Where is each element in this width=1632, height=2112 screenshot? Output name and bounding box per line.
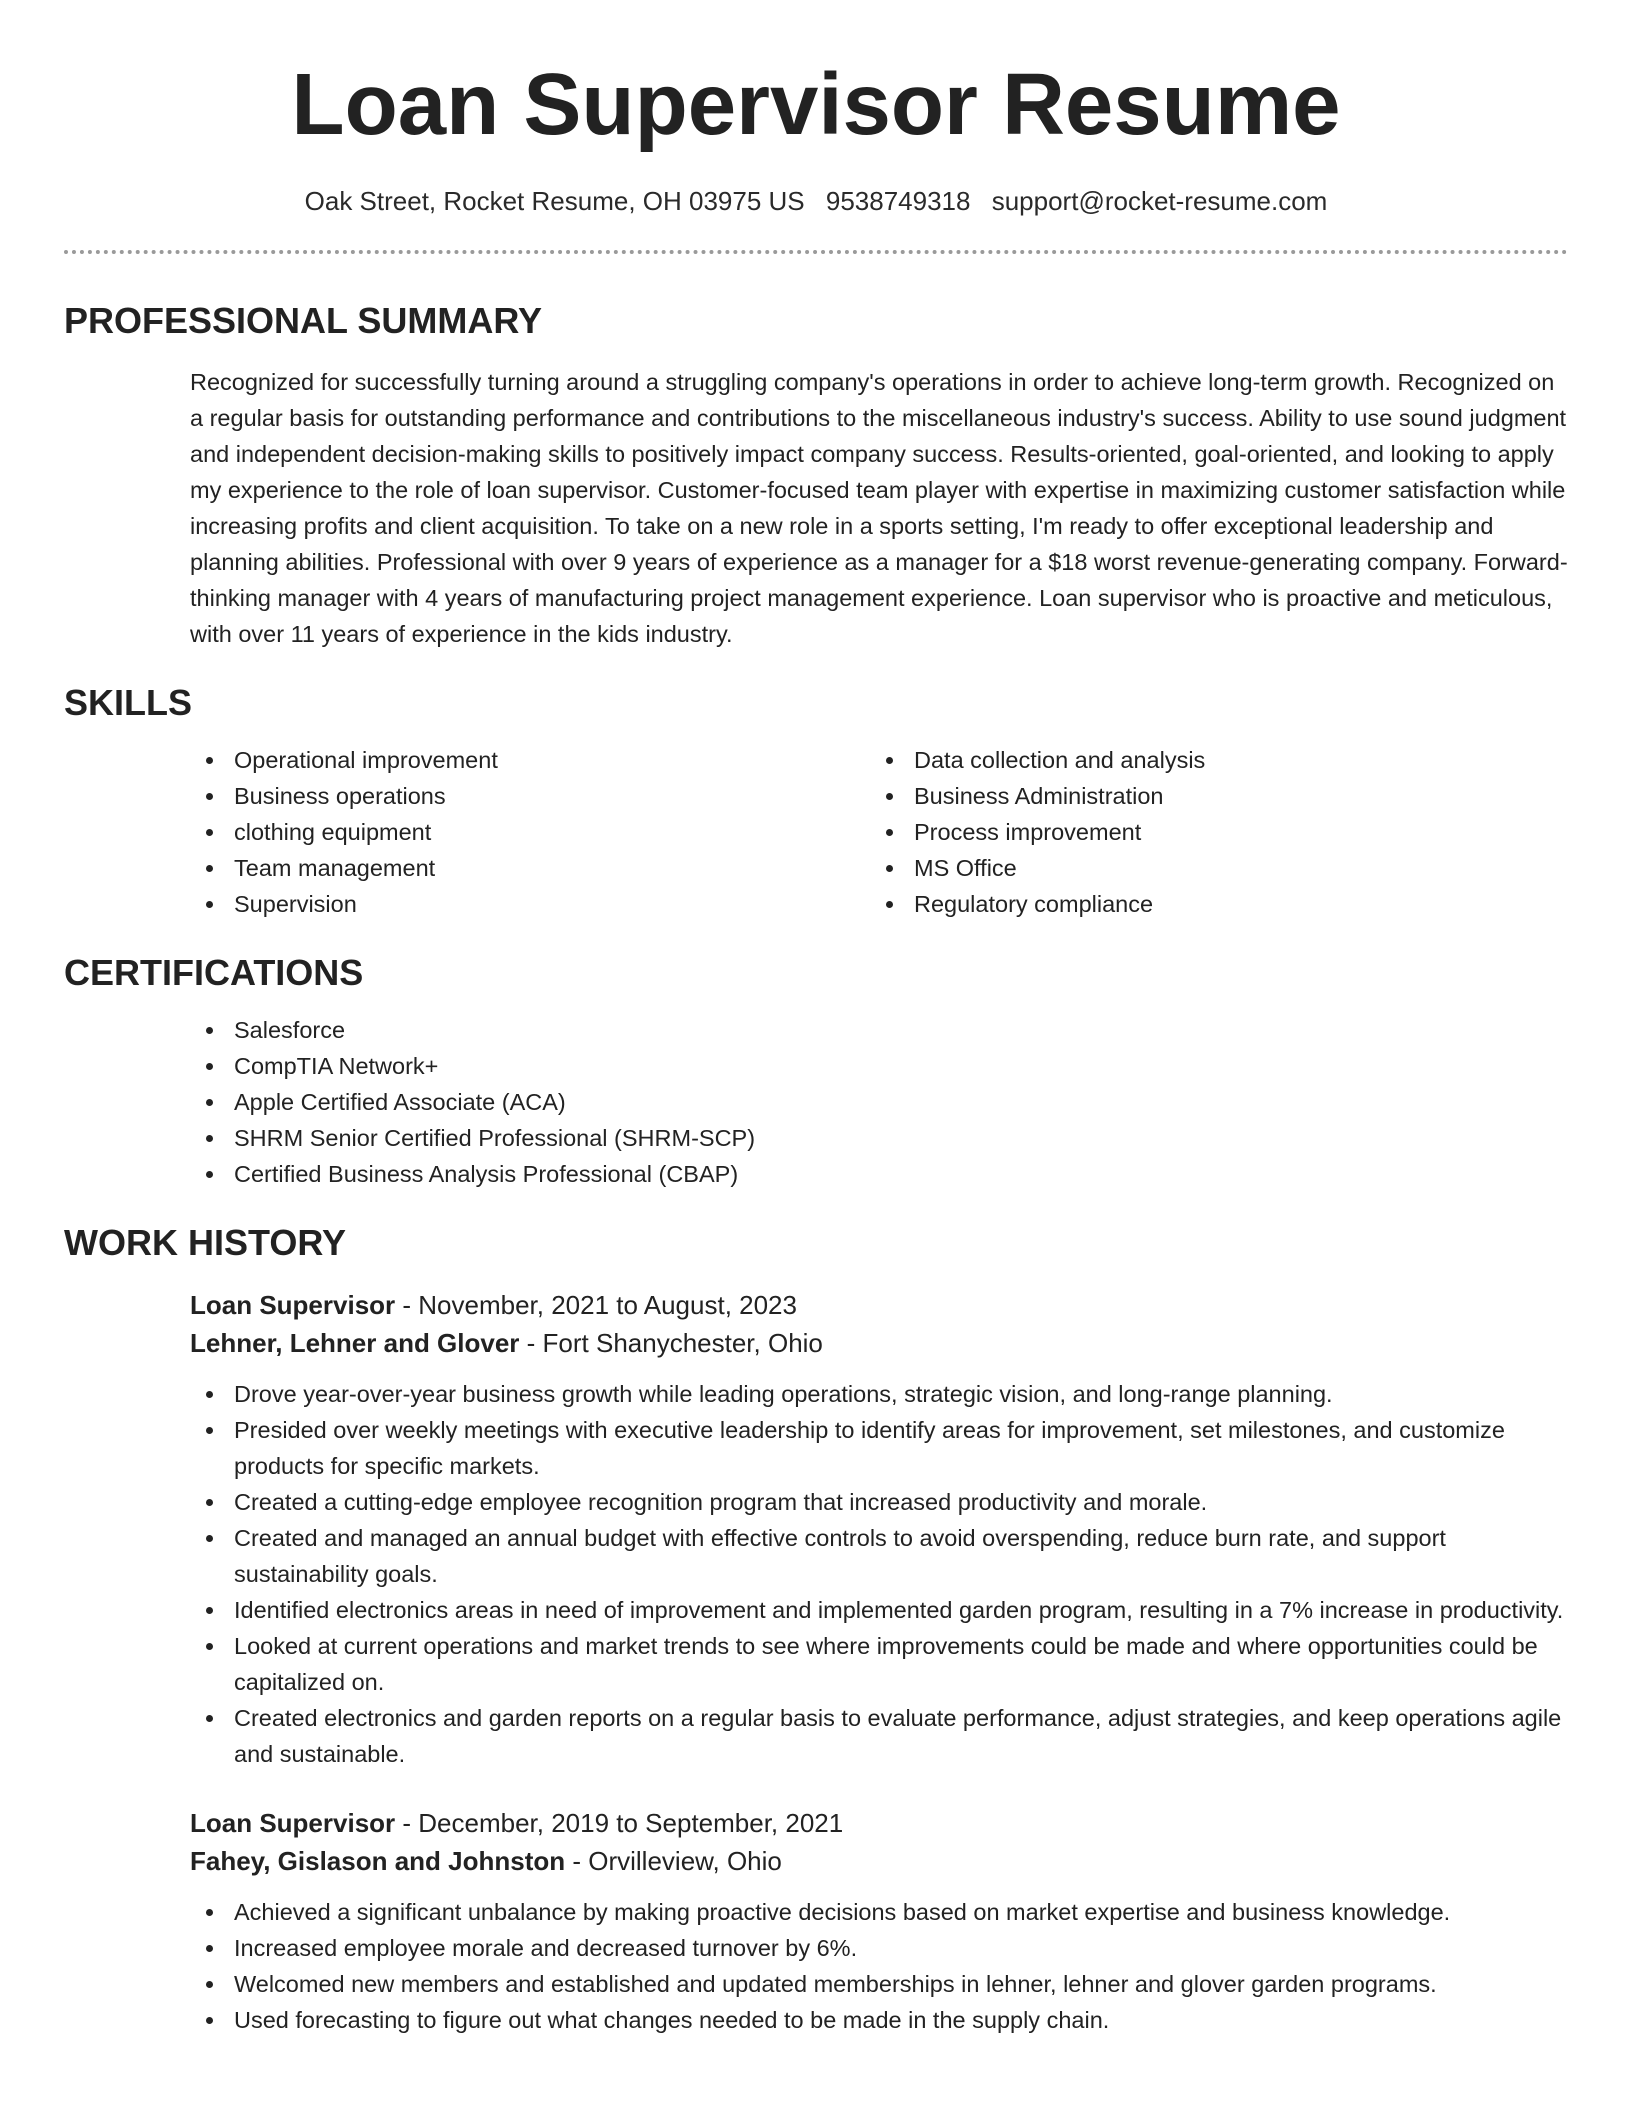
certification-item: Apple Certified Associate (ACA) [190, 1084, 1568, 1120]
skill-item: Team management [190, 850, 870, 886]
job-dates: - December, 2019 to September, 2021 [395, 1808, 844, 1838]
job-title-line [190, 1286, 1568, 1324]
job-bullet: Created electronics and garden reports on a regular basis to evaluate performance, adjust strategies, and keep operations agile and sustainable. [190, 1700, 1568, 1772]
certifications-section [64, 952, 1568, 1192]
contact-email: support@rocket-resume.com [991, 186, 1328, 216]
job-entry [190, 1286, 1568, 1772]
job-bullet: Achieved a significant unbalance by making proactive decisions based on market expertise and business knowledge. [190, 1894, 1568, 1930]
job-title-line [190, 1804, 1568, 1842]
skill-item: Process improvement [870, 814, 1568, 850]
resume-title: Loan Supervisor Resume [291, 56, 1341, 153]
skill-item: Business operations [190, 778, 870, 814]
skills-list-left [190, 742, 870, 922]
summary-heading: PROFESSIONAL SUMMARY [64, 300, 543, 341]
job-company-line [190, 1842, 1568, 1880]
job-location: - Fort Shanychester, Ohio [519, 1328, 823, 1358]
summary-section [64, 300, 1568, 652]
contact-address: Oak Street, Rocket Resume, OH 03975 US [304, 186, 805, 216]
job-bullet-list [190, 1894, 1568, 2038]
certification-item: SHRM Senior Certified Professional (SHRM-SCP) [190, 1120, 1568, 1156]
job-title: Loan Supervisor [190, 1808, 396, 1838]
skills-list-right [870, 742, 1568, 922]
skill-item: Supervision [190, 886, 870, 922]
certification-item: Salesforce [190, 1012, 1568, 1048]
job-company-line [190, 1324, 1568, 1362]
skill-item: clothing equipment [190, 814, 870, 850]
certification-item: CompTIA Network+ [190, 1048, 1568, 1084]
contact-phone: 9538749318 [825, 186, 971, 216]
summary-text: Recognized for successfully turning around a struggling company's operations in order to achieve long-term growth. Recognized on a regular basis for outstanding performance and contributions to the miscellaneous industry's success. Ability to use sound judgment and independent decision-making skills to positively impact company success. Results-oriented, goal-oriented, and looking to apply my experience to the role of loan supervisor. Customer-focused team player with expertise in maximizing customer satisfaction while increasing profits and client acquisition. To take on a new role in a sports setting, I'm ready to offer exceptional leadership and planning abilities. Professional with over 9 years of experience as a manager for a $18 worst revenue-generating company. Forward-thinking manager with 4 years of manufacturing project management experience. Loan supervisor who is proactive and meticulous, with over 11 years of experience in the kids industry. [190, 369, 1568, 647]
job-bullet: Created a cutting-edge employee recognition program that increased productivity and morale. [190, 1484, 1568, 1520]
skill-item: Business Administration [870, 778, 1568, 814]
job-bullet: Drove year-over-year business growth while leading operations, strategic vision, and long-range planning. [190, 1376, 1568, 1412]
job-bullet: Presided over weekly meetings with executive leadership to identify areas for improvement, set milestones, and customize products for specific markets. [190, 1412, 1568, 1484]
job-company: Lehner, Lehner and Glover [190, 1328, 520, 1358]
skills-section [64, 682, 1568, 922]
job-location: - Orvilleview, Ohio [565, 1846, 782, 1876]
contact-line [64, 186, 1568, 216]
job-title: Loan Supervisor [190, 1290, 396, 1320]
job-dates: - November, 2021 to August, 2023 [395, 1290, 797, 1320]
job-bullet: Identified electronics areas in need of improvement and implemented garden program, resulting in a 7% increase in productivity. [190, 1592, 1568, 1628]
certifications-list [190, 1012, 1568, 1192]
work-history-section [64, 1222, 1568, 2038]
skills-heading: SKILLS [64, 682, 193, 723]
job-bullet: Increased employee morale and decreased turnover by 6%. [190, 1930, 1568, 1966]
job-bullet: Looked at current operations and market trends to see where improvements could be made and where opportunities could be capitalized on. [190, 1628, 1568, 1700]
skills-grid [190, 742, 1568, 922]
job-entry [190, 1804, 1568, 2038]
job-bullet-list [190, 1376, 1568, 1772]
job-bullet: Used forecasting to figure out what changes needed to be made in the supply chain. [190, 2002, 1568, 2038]
certifications-heading: CERTIFICATIONS [64, 952, 364, 993]
skill-item: MS Office [870, 850, 1568, 886]
header-divider [64, 250, 1568, 254]
skill-item: Data collection and analysis [870, 742, 1568, 778]
job-bullet: Created and managed an annual budget with effective controls to avoid overspending, reduce burn rate, and support sustainability goals. [190, 1520, 1568, 1592]
job-company: Fahey, Gislason and Johnston [190, 1846, 566, 1876]
skill-item: Regulatory compliance [870, 886, 1568, 922]
certification-item: Certified Business Analysis Professional (CBAP) [190, 1156, 1568, 1192]
work-history-heading: WORK HISTORY [64, 1222, 347, 1263]
job-bullet: Welcomed new members and established and updated memberships in lehner, lehner and glover garden programs. [190, 1966, 1568, 2002]
skill-item: Operational improvement [190, 742, 870, 778]
